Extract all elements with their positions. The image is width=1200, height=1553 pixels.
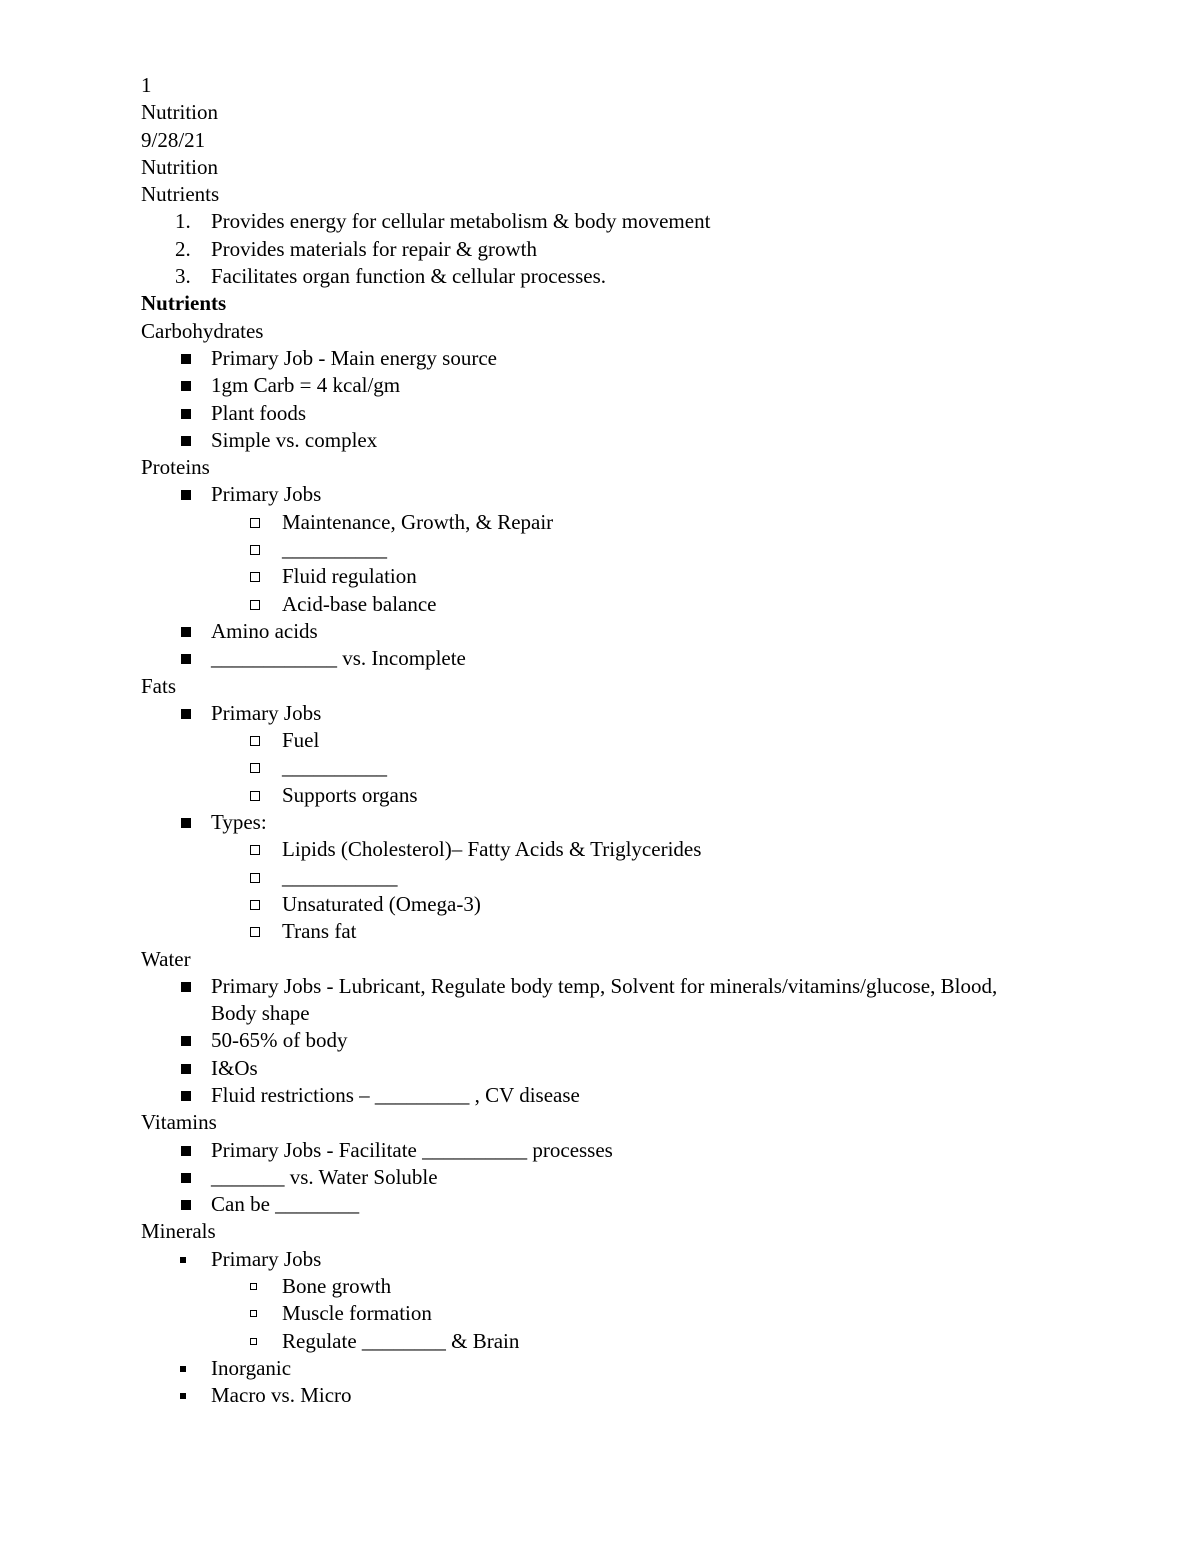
bullet-text: Primary Jobs (211, 482, 322, 507)
list-item-text: Facilitates organ function & cellular processes. (211, 264, 606, 289)
list-number: 3. (175, 264, 191, 289)
sub-bullet-item (141, 891, 1141, 918)
sub-bullet-item (141, 509, 1141, 536)
document-date: 9/28/21 (141, 127, 206, 152)
sub-bullet-text: Bone growth (282, 1274, 392, 1299)
hollow-square-bullet-icon (250, 572, 260, 582)
numbered-list-item (141, 263, 1141, 290)
fill-in-blank: ___________ (282, 864, 398, 889)
numbered-list-item (141, 208, 1141, 235)
sub-bullet-item (141, 918, 1141, 945)
filled-square-bullet-icon (181, 818, 191, 828)
list-number: 2. (175, 236, 191, 261)
small-hollow-square-bullet-icon (250, 1310, 257, 1317)
hollow-square-bullet-icon (250, 927, 260, 937)
sub-bullet-text: Maintenance, Growth, & Repair (282, 509, 554, 534)
fill-in-blank: __________ (282, 755, 387, 780)
minerals-heading: Minerals (141, 1219, 216, 1244)
bullet-text: 50-65% of body (211, 1028, 348, 1053)
bullet-item (141, 481, 1141, 508)
numbered-list-item (141, 236, 1141, 263)
hollow-square-bullet-icon (250, 873, 260, 883)
hollow-square-bullet-icon (250, 900, 260, 910)
sub-bullet-text: Muscle formation (282, 1301, 432, 1326)
sub-bullet-item (141, 754, 1141, 781)
sub-bullet-item (141, 782, 1141, 809)
bullet-item (141, 809, 1141, 836)
sub-bullet-item (141, 836, 1141, 863)
document-title: Nutrition (141, 100, 218, 125)
bullet-text: ____________ vs. Incomplete (211, 646, 466, 671)
bullet-text: 1gm Carb = 4 kcal/gm (211, 373, 401, 398)
sub-bullet-item (141, 536, 1141, 563)
bullet-text: Primary Jobs (211, 1246, 322, 1271)
bullet-item (141, 1164, 1141, 1191)
hollow-square-bullet-icon (250, 600, 260, 610)
vitamins-heading: Vitamins (141, 1110, 217, 1135)
filled-square-bullet-icon (181, 982, 191, 992)
filled-square-bullet-icon (181, 490, 191, 500)
fats-heading: Fats (141, 673, 177, 698)
filled-square-bullet-icon (181, 1173, 191, 1183)
bullet-item (141, 400, 1141, 427)
filled-square-bullet-icon (181, 1200, 191, 1210)
small-square-bullet-icon (180, 1257, 186, 1263)
hollow-square-bullet-icon (250, 791, 260, 801)
filled-square-bullet-icon (181, 381, 191, 391)
small-square-bullet-icon (180, 1366, 186, 1372)
filled-square-bullet-icon (181, 1091, 191, 1101)
page-number: 1 (141, 73, 152, 97)
nutrients-section-heading: Nutrients (141, 291, 227, 316)
sub-bullet-item (141, 727, 1141, 754)
small-hollow-square-bullet-icon (250, 1283, 257, 1290)
bullet-item (141, 1355, 1141, 1382)
hollow-square-bullet-icon (250, 518, 260, 528)
filled-square-bullet-icon (181, 1036, 191, 1046)
sub-bullet-text: Lipids (Cholesterol)– Fatty Acids & Triglycerides (282, 837, 702, 862)
hollow-square-bullet-icon (250, 763, 260, 773)
bullet-item (141, 345, 1141, 372)
bullet-text: Fluid restrictions – _________ , CV disease (211, 1082, 580, 1107)
filled-square-bullet-icon (181, 709, 191, 719)
bullet-text: Primary Jobs - Facilitate __________ processes (211, 1137, 613, 1162)
small-hollow-square-bullet-icon (250, 1338, 257, 1345)
bullet-text: Amino acids (211, 618, 318, 643)
bullet-item (141, 1137, 1141, 1164)
filled-square-bullet-icon (181, 409, 191, 419)
nutrients-intro-heading: Nutrients (141, 182, 220, 207)
sub-bullet-item (141, 864, 1141, 891)
fill-in-blank: __________ (282, 537, 387, 562)
bullet-text: Can be ________ (211, 1192, 360, 1217)
bullet-text: Primary Jobs - Lubricant, Regulate body temp, Solvent for minerals/vitamins/glucose, Blood, Body shape (211, 973, 998, 1026)
bullet-item (141, 618, 1141, 645)
sub-bullet-item (141, 1300, 1141, 1327)
bullet-item (141, 973, 1141, 1028)
sub-bullet-item (141, 1273, 1141, 1300)
sub-bullet-text: Fluid regulation (282, 564, 417, 589)
hollow-square-bullet-icon (250, 845, 260, 855)
bullet-text: Types: (211, 810, 267, 835)
bullet-item (141, 1027, 1141, 1054)
sub-bullet-text: Acid-base balance (282, 591, 437, 616)
bullet-text: Primary Job - Main energy source (211, 345, 497, 370)
bullet-item (141, 1382, 1141, 1409)
filled-square-bullet-icon (181, 436, 191, 446)
hollow-square-bullet-icon (250, 736, 260, 746)
bullet-text: Plant foods (211, 400, 307, 425)
list-item-text: Provides energy for cellular metabolism & body movement (211, 209, 711, 234)
sub-bullet-item (141, 563, 1141, 590)
sub-bullet-text: Supports organs (282, 782, 418, 807)
small-square-bullet-icon (180, 1393, 186, 1399)
sub-bullet-text: Fuel (282, 728, 320, 753)
bullet-item (141, 1246, 1141, 1273)
bullet-text: I&Os (211, 1055, 258, 1080)
filled-square-bullet-icon (181, 1064, 191, 1074)
filled-square-bullet-icon (181, 654, 191, 664)
bullet-item (141, 645, 1141, 672)
list-number: 1. (175, 209, 191, 234)
bullet-item (141, 1055, 1141, 1082)
sub-bullet-text: Unsaturated (Omega-3) (282, 891, 481, 916)
sub-bullet-item (141, 1328, 1141, 1355)
filled-square-bullet-icon (181, 1146, 191, 1156)
water-heading: Water (141, 946, 191, 971)
bullet-item (141, 1082, 1141, 1109)
sub-bullet-text: Trans fat (282, 919, 357, 944)
topic-heading: Nutrition (141, 154, 218, 179)
bullet-text: _______ vs. Water Soluble (211, 1164, 438, 1189)
filled-square-bullet-icon (181, 354, 191, 364)
document-page (141, 72, 1141, 1410)
bullet-text: Inorganic (211, 1355, 292, 1380)
bullet-item (141, 427, 1141, 454)
filled-square-bullet-icon (181, 627, 191, 637)
bullet-item (141, 1191, 1141, 1218)
carbohydrates-heading: Carbohydrates (141, 318, 264, 343)
bullet-text: Simple vs. complex (211, 427, 378, 452)
hollow-square-bullet-icon (250, 545, 260, 555)
sub-bullet-text: Regulate ________ & Brain (282, 1328, 520, 1353)
list-item-text: Provides materials for repair & growth (211, 236, 537, 261)
bullet-text: Primary Jobs (211, 700, 322, 725)
bullet-text: Macro vs. Micro (211, 1383, 352, 1408)
bullet-item (141, 372, 1141, 399)
proteins-heading: Proteins (141, 455, 210, 480)
sub-bullet-item (141, 591, 1141, 618)
bullet-item (141, 700, 1141, 727)
